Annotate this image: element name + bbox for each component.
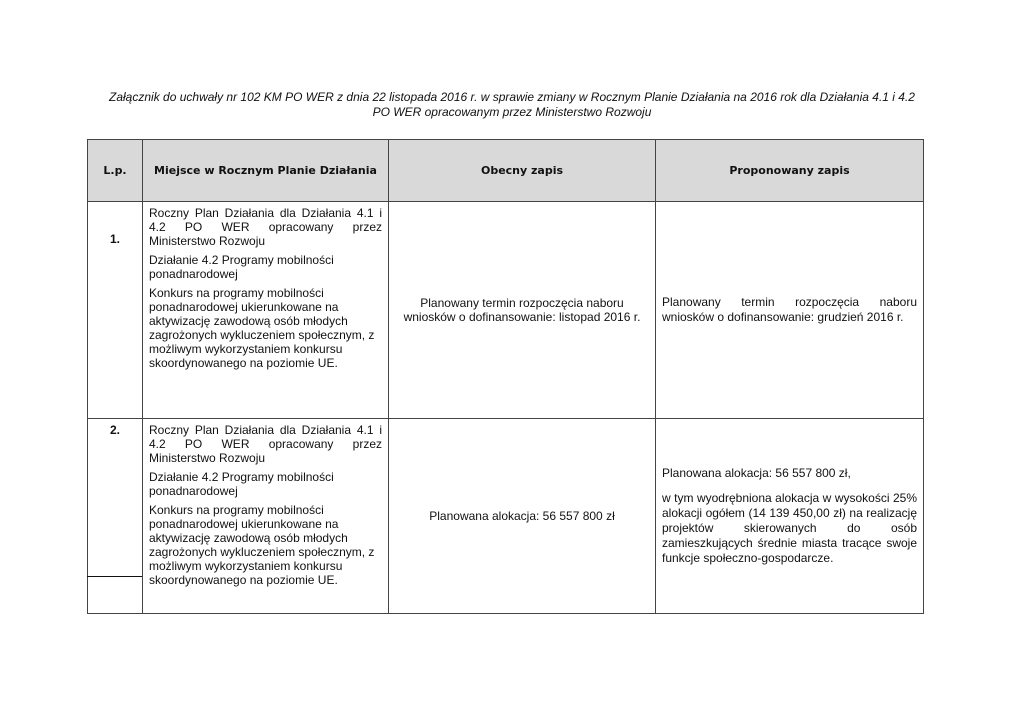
- column-header-proposed: Proponowany zapis: [656, 140, 924, 202]
- header-line-2: PO WER opracowanym przez Ministerstwo Rozwoju: [372, 105, 652, 119]
- column-header-current: Obecny zapis: [389, 140, 656, 202]
- column-header-place: Miejsce w Rocznym Planie Działania: [143, 140, 389, 202]
- place-measure: Działanie 4.2 Programy mobilności ponadnarodowej: [149, 470, 334, 498]
- document-header: [80, 90, 944, 120]
- amendments-table: [87, 139, 924, 614]
- place-measure: Działanie 4.2 Programy mobilności ponadnarodowej: [149, 253, 334, 281]
- place-competition: Konkurs na programy mobilności ponadnarodowej ukierunkowane na aktywizację zawodową osób młodych zagrożonych wykluczeniem społecznym, z możliwym wykorzystaniem konkursu skoordynowanego na poziomie UE.: [149, 503, 375, 587]
- header-line-1: Załącznik do uchwały nr 102 KM PO WER z dnia 22 listopada 2016 r. w sprawie zmiany w Rocznym Planie Działania na 2016 rok dla Działania 4.1 i 4.2: [109, 90, 915, 104]
- place-plan: Roczny Plan Działania dla Działania 4.1 i 4.2 PO WER opracowany przez Ministerstwo Rozwoju: [149, 206, 382, 248]
- row-number: 1.: [88, 202, 143, 419]
- table-row: [88, 419, 924, 614]
- proposed-text: Planowany termin rozpoczęcia naboru wniosków o dofinansowanie: grudzień 2016 r.: [662, 295, 917, 324]
- place-cell: [143, 202, 389, 419]
- place-cell: [143, 419, 389, 614]
- place-plan: Roczny Plan Działania dla Działania 4.1 i 4.2 PO WER opracowany przez Ministerstwo Rozwoju: [149, 423, 382, 465]
- table-header-row: [88, 140, 924, 202]
- table-row: [88, 202, 924, 419]
- proposed-entry: [656, 202, 924, 419]
- table-bottom-rule: [87, 576, 142, 577]
- proposed-entry: [656, 419, 924, 614]
- place-competition: Konkurs na programy mobilności ponadnarodowej ukierunkowane na aktywizację zawodową osób młodych zagrożonych wykluczeniem społecznym, z możliwym wykorzystaniem konkursu skoordynowanego na poziomie UE.: [149, 286, 375, 370]
- column-header-lp: L.p.: [88, 140, 143, 202]
- proposed-allocation: Planowana alokacja: 56 557 800 zł,: [662, 466, 851, 480]
- current-entry: Planowany termin rozpoczęcia naboru wniosków o dofinansowanie: listopad 2016 r.: [389, 202, 656, 419]
- row-number: 2.: [88, 419, 143, 614]
- current-entry: Planowana alokacja: 56 557 800 zł: [389, 419, 656, 614]
- proposed-allocation-detail: w tym wyodrębniona alokacja w wysokości 25% alokacji ogółem (14 139 450,00 zł) na realizację projektów skierowanych do osób zamieszkujących średnie miasta tracące swoje funkcje społeczno-gospodarcze.: [662, 491, 917, 565]
